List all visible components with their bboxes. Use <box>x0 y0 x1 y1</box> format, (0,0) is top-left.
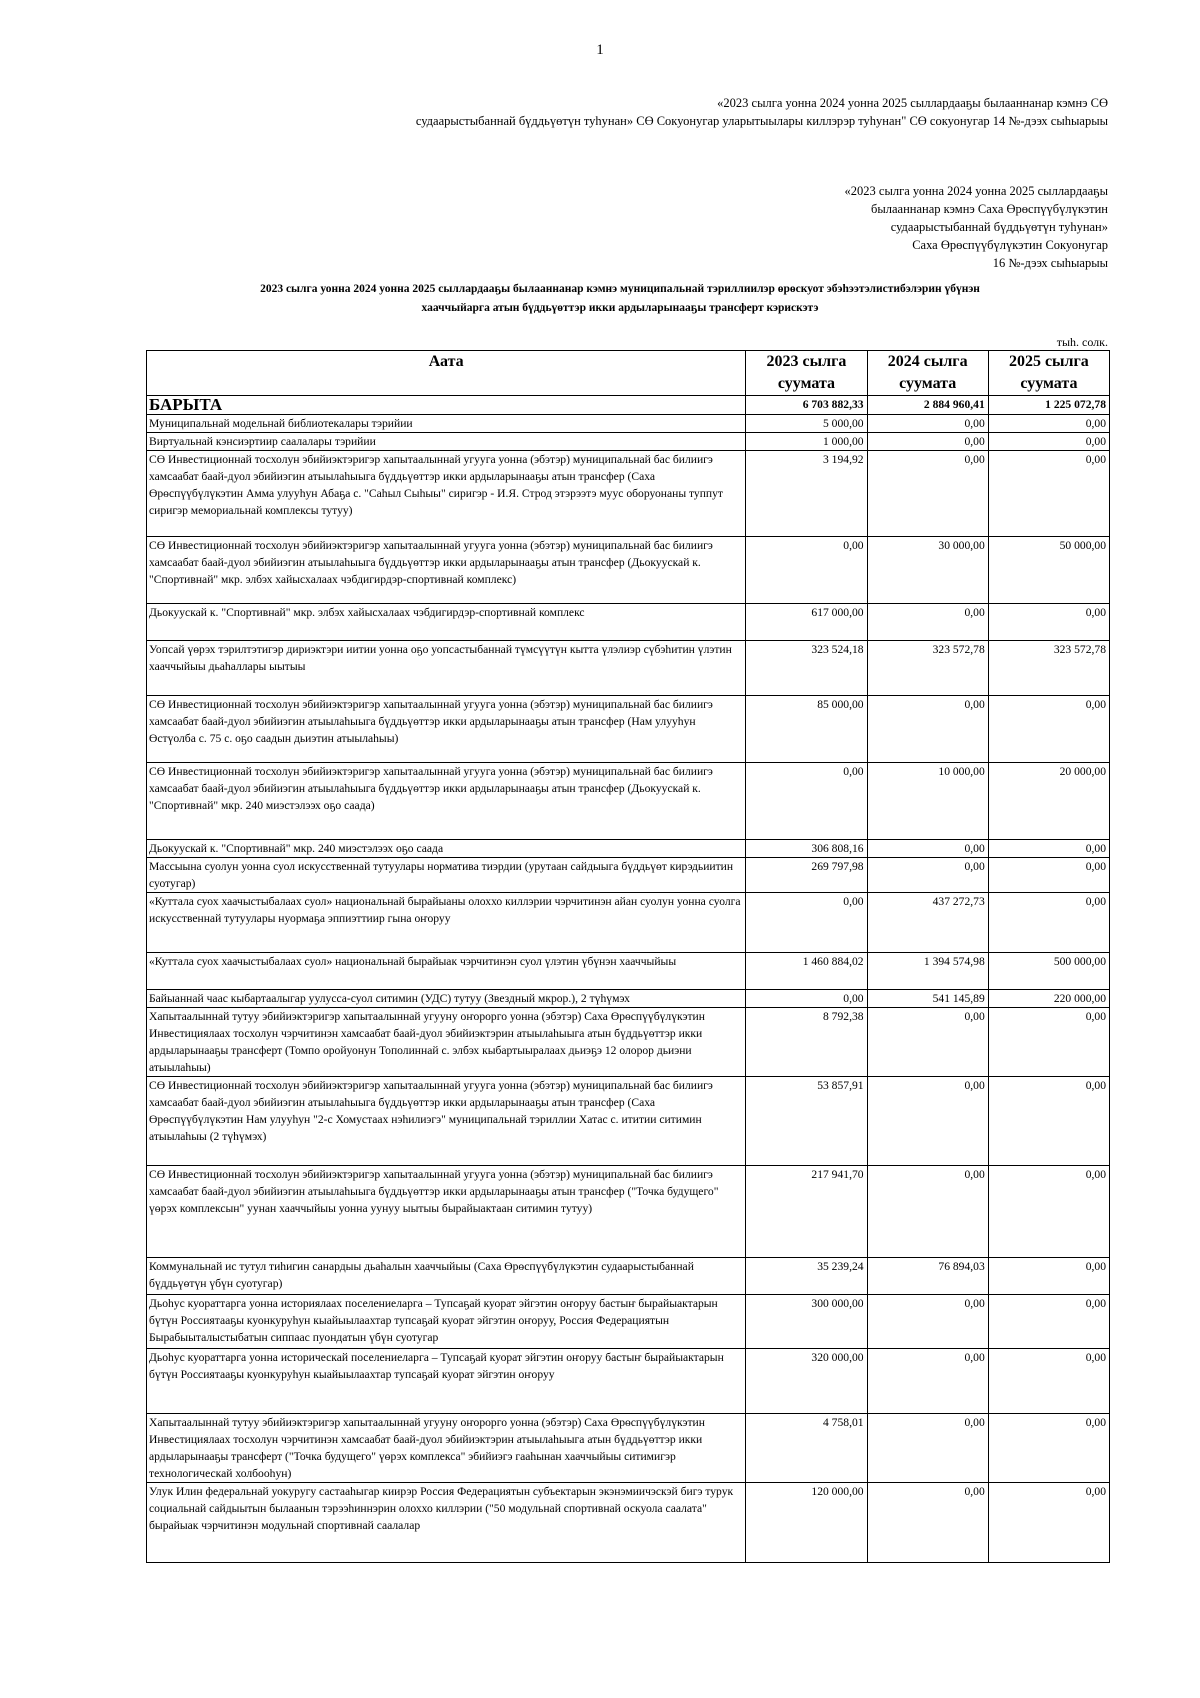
table-row <box>147 840 1110 858</box>
column-header-2025: 2025 сылга суумата <box>988 351 1109 396</box>
row-value-2024: 0,00 <box>867 433 988 451</box>
row-value-2025: 20 000,00 <box>988 763 1109 840</box>
row-value-2025: 0,00 <box>988 1077 1109 1166</box>
row-name: Дьоһус куораттарга уонна историческай поселениеларга – Тупсаҕай куорат эйгэтин оҥоруу бастыҥ бырайыактарын бүтүн Россиятааҕы куонкуруһун кыайыылаахтар тупсаҕай куорат эйгэтин оҥоруу <box>147 1349 746 1414</box>
total-label: БАРЫТА <box>147 396 746 415</box>
row-value-2025: 50 000,00 <box>988 537 1109 604</box>
table-row <box>147 1349 1110 1414</box>
table-row <box>147 1414 1110 1483</box>
row-value-2025: 323 572,78 <box>988 641 1109 696</box>
row-name: «Куттала суох хаачыстыбалаах суол» национальнай бырайыак чэрчитинэн суол үлэтин үбүнэн хааччыйыы <box>147 953 746 990</box>
row-value-2025: 0,00 <box>988 433 1109 451</box>
row-value-2024: 30 000,00 <box>867 537 988 604</box>
annex-header-line: «2023 сылга уонна 2024 уонна 2025 сыллардааҕы былааннанар кэмнэ СӨ <box>717 96 1108 110</box>
page-number: 1 <box>596 42 604 58</box>
row-value-2024: 0,00 <box>867 1483 988 1563</box>
law-header-line: Саха Өрөспүүбүлүкэтин Сокуонугар <box>912 238 1108 252</box>
table-row <box>147 604 1110 641</box>
row-value-2025: 0,00 <box>988 893 1109 953</box>
row-value-2025: 0,00 <box>988 1349 1109 1414</box>
row-value-2025: 0,00 <box>988 1008 1109 1077</box>
table-row <box>147 415 1110 433</box>
row-name: Дьоһус куораттарга уонна историялаах поселениеларга – Тупсаҕай куорат эйгэтин оҥоруу бастыҥ бырайыактарын бүтүн Россиятааҕы куонкуруһун кыайыылаахтар тупсаҕай куорат эйгэтин оҥоруу, Россия Федерациятын Бырабыыталыстыбатын сиппаас пуондатын үбүн суотугар <box>147 1295 746 1349</box>
row-value-2025: 0,00 <box>988 1258 1109 1295</box>
row-name: Улук Илин федеральнай уокуругу састааһыгар киирэр Россия Федерациятын субъектарын экэнэмиичэскэй бигэ турук социальнай сайдыытын былаанын тэрээһиннэрин олоххо киллэрии ("50 модульнай спортивнай оскуола саалата" бырайыак чэрчитинэн модульнай спортивнай саалалар <box>147 1483 746 1563</box>
row-name: Уопсай үөрэх тэрилтэтигэр дириэктэри иитии уонна оҕо уопсастыбаннай түмсүүтүн кытта үлэлиэр сүбэһитин үлэтин хааччыйыы дьаһаллары ыытыы <box>147 641 746 696</box>
row-value-2025: 220 000,00 <box>988 990 1109 1008</box>
row-value-2024: 0,00 <box>867 451 988 537</box>
row-name: Байыаннай чаас кыбартаалыгар уулусса-суол ситимин (УДС) тутуу (Звездный мкрор.), 2 түһүмэх <box>147 990 746 1008</box>
total-2025: 1 225 072,78 <box>988 396 1109 415</box>
row-name: Массыына суолун уонна суол искусственнай тутуулары норматива тиэрдии (урутаан сайдыыга бүддьүөт кирэдьиитин суотугар) <box>147 858 746 893</box>
row-name: Хапытаалыннай тутуу эбийиэктэригэр хапытаалыннай угууну оҥорорго уонна (эбэтэр) Саха Өрөспүүбүлүкэтин Инвестициялаах тосхолун чэрчитинэн хамсаабат баай-дуол эбийиэктэрин атыылаһыыга атын бүддьүөттэр икки ардыларынааҕы трансферт ("Точка будущего" үөрэх комплекса" эбийиэгэ гааһынан хааччыйыы ситимигэр технологическай холбооһун) <box>147 1414 746 1483</box>
row-value-2024: 0,00 <box>867 1349 988 1414</box>
table-row <box>147 893 1110 953</box>
row-name: Коммунальнай ис тутул тиһигин санардыы дьаһалын хааччыйыы (Саха Өрөспүүбүлүкэтин судаарыстыбаннай бүддьүөтүн үбүн суотугар) <box>147 1258 746 1295</box>
row-value-2024: 0,00 <box>867 1077 988 1166</box>
total-row <box>147 396 1110 415</box>
row-value-2024: 76 894,03 <box>867 1258 988 1295</box>
units-label: тыһ. солк. <box>1056 335 1108 349</box>
table-row <box>147 451 1110 537</box>
row-value-2024: 0,00 <box>867 1008 988 1077</box>
law-header <box>845 182 1108 272</box>
row-value-2024: 0,00 <box>867 858 988 893</box>
row-value-2025: 500 000,00 <box>988 953 1109 990</box>
row-value-2023: 120 000,00 <box>746 1483 867 1563</box>
document-title <box>150 280 1090 318</box>
row-value-2023: 1 460 884,02 <box>746 953 867 990</box>
row-value-2023: 1 000,00 <box>746 433 867 451</box>
title-line: хааччыйарга атын бүддьүөттэр икки ардыларынааҕы трансферт кэрискэтэ <box>421 302 819 314</box>
row-value-2024: 0,00 <box>867 1166 988 1258</box>
row-value-2023: 5 000,00 <box>746 415 867 433</box>
row-value-2023: 617 000,00 <box>746 604 867 641</box>
row-value-2023: 306 808,16 <box>746 840 867 858</box>
table-header-row <box>147 351 1110 396</box>
row-value-2025: 0,00 <box>988 696 1109 763</box>
row-name: СӨ Инвестиционнай тосхолун эбийиэктэригэр хапытаалыннай угууга уонна (эбэтэр) муниципальнай бас билиигэ хамсаабат баай-дуол эбийиэгин атыылаһыыга бүддьүөттэр икки ардыларынааҕы атын трансфер (Дьокуускай к. "Спортивнай" мкр. 240 миэстэлээх оҕо саада) <box>147 763 746 840</box>
row-value-2024: 0,00 <box>867 1414 988 1483</box>
row-value-2023: 85 000,00 <box>746 696 867 763</box>
total-2024: 2 884 960,41 <box>867 396 988 415</box>
row-name: «Куттала суох хаачыстыбалаах суол» национальнай бырайыаны олоххо киллэрии чэрчитинэн айан суолун уонна суолга искусственнай тутуулары нуормаҕа эппиэттиир гына оҥоруу <box>147 893 746 953</box>
table-row <box>147 1166 1110 1258</box>
total-2023: 6 703 882,33 <box>746 396 867 415</box>
row-value-2023: 300 000,00 <box>746 1295 867 1349</box>
row-name: Дьокуускай к. "Спортивнай" мкр. 240 миэстэлээх оҕо саада <box>147 840 746 858</box>
law-header-line: 16 №-дээх сыһыарыы <box>992 256 1108 270</box>
table-row <box>147 1258 1110 1295</box>
row-value-2023: 0,00 <box>746 537 867 604</box>
row-value-2024: 541 145,89 <box>867 990 988 1008</box>
law-header-line: «2023 сылга уонна 2024 уонна 2025 сыллардааҕы <box>844 184 1108 198</box>
row-value-2023: 320 000,00 <box>746 1349 867 1414</box>
table-row <box>147 641 1110 696</box>
column-header-2023: 2023 сылга суумата <box>746 351 867 396</box>
row-name: СӨ Инвестиционнай тосхолун эбийиэктэригэр хапытаалыннай угууга уонна (эбэтэр) муниципальнай бас билиигэ хамсаабат баай-дуол эбийиэгин атыылаһыыга бүддьүөттэр икки ардыларынааҕы атын трансфер (Дьокуускай к. "Спортивнай" мкр. элбэх хайысхалаах чэбдигирдэр-спортивнай комплекс) <box>147 537 746 604</box>
row-value-2023: 323 524,18 <box>746 641 867 696</box>
row-value-2025: 0,00 <box>988 604 1109 641</box>
row-value-2023: 53 857,91 <box>746 1077 867 1166</box>
row-value-2023: 3 194,92 <box>746 451 867 537</box>
row-name: СӨ Инвестиционнай тосхолун эбийиэктэригэр хапытаалыннай угууга уонна (эбэтэр) муниципальнай бас билиигэ хамсаабат баай-дуол эбийиэгин атыылаһыыга бүддьүөттэр икки ардыларынааҕы атын трансфер (Саха Өрөспүүбүлүкэтин Амма улууһун Абаҕа с. "Саһыл Сыһыы" сиригэр - И.Я. Строд этэрээтэ муус оборуонаны туппут сиригэр мемориальнай комплексы тутуу) <box>147 451 746 537</box>
row-value-2025: 0,00 <box>988 415 1109 433</box>
row-value-2024: 437 272,73 <box>867 893 988 953</box>
row-value-2023: 8 792,38 <box>746 1008 867 1077</box>
row-value-2023: 0,00 <box>746 763 867 840</box>
row-value-2023: 0,00 <box>746 893 867 953</box>
table-row <box>147 1295 1110 1349</box>
title-line: 2023 сылга уонна 2024 уонна 2025 сыллардааҕы былааннанар кэмнэ муниципальнай тэриллиилэр өрөскуот эбэһээтэлистибэлэрин үбүнэн <box>260 283 980 295</box>
row-value-2024: 323 572,78 <box>867 641 988 696</box>
row-value-2024: 0,00 <box>867 1295 988 1349</box>
table-row <box>147 696 1110 763</box>
column-header-2024: 2024 сылга суумата <box>867 351 988 396</box>
row-value-2023: 4 758,01 <box>746 1414 867 1483</box>
row-value-2024: 10 000,00 <box>867 763 988 840</box>
row-name: СӨ Инвестиционнай тосхолун эбийиэктэригэр хапытаалыннай угууга уонна (эбэтэр) муниципальнай бас билиигэ хамсаабат баай-дуол эбийиэгин атыылаһыыга бүддьүөттэр икки ардыларынааҕы атын трансфер (Нам улууһун Өстүолба с. 75 с. оҕо саадын дьиэтин атыылаһыы) <box>147 696 746 763</box>
row-name: Виртуальнай кэнсиэртиир саалалары тэрийии <box>147 433 746 451</box>
row-name: СӨ Инвестиционнай тосхолун эбийиэктэригэр хапытаалыннай угууга уонна (эбэтэр) муниципальнай бас билиигэ хамсаабат баай-дуол эбийиэгин атыылаһыыга бүддьүөттэр икки ардыларынааҕы атын трансфер ("Точка будущего" үөрэх комплексын" уунан хааччыйыы уонна уунуу ыытыы бырайыактаан ситимин тутуу) <box>147 1166 746 1258</box>
row-value-2024: 0,00 <box>867 604 988 641</box>
annex-header-line: судаарыстыбаннай бүддьүөтүн туһунан» СӨ Сокуонугар уларытыылары киллэрэр туһунан" СӨ сокуонугар 14 №-дээх сыһыарыы <box>415 114 1108 128</box>
table-row <box>147 537 1110 604</box>
row-name: Дьокуускай к. "Спортивнай" мкр. элбэх хайысхалаах чэбдигирдэр-спортивнай комплекс <box>147 604 746 641</box>
row-value-2025: 0,00 <box>988 1414 1109 1483</box>
row-value-2024: 0,00 <box>867 415 988 433</box>
table-row <box>147 990 1110 1008</box>
table-row <box>147 433 1110 451</box>
row-value-2024: 1 394 574,98 <box>867 953 988 990</box>
row-value-2025: 0,00 <box>988 840 1109 858</box>
table-row <box>147 953 1110 990</box>
row-value-2024: 0,00 <box>867 696 988 763</box>
table-row <box>147 763 1110 840</box>
row-value-2024: 0,00 <box>867 840 988 858</box>
row-value-2023: 217 941,70 <box>746 1166 867 1258</box>
row-value-2023: 269 797,98 <box>746 858 867 893</box>
row-value-2025: 0,00 <box>988 1166 1109 1258</box>
column-header-name: Аата <box>147 351 746 396</box>
row-name: Хапытаалыннай тутуу эбийиэктэригэр хапытаалыннай угууну оҥорорго уонна (эбэтэр) Саха Өрөспүүбүлүкэтин Инвестициялаах тосхолун чэрчитинэн хамсаабат баай-дуол эбийиэктэрин атыылаһыыга атын бүддьүөттэр икки ардыларынааҕы трансферт (Томпо оройуонун Тополиннай с. элбэх кыбартыыралаах дьиэҕэ 12 олорор дьиэни атыылаһыы) <box>147 1008 746 1077</box>
table-row <box>147 1483 1110 1563</box>
law-header-line: былааннанар кэмнэ Саха Өрөспүүбүлүкэтин <box>870 202 1108 216</box>
row-value-2023: 0,00 <box>746 990 867 1008</box>
table-row <box>147 1008 1110 1077</box>
transfer-table <box>146 350 1110 1563</box>
row-value-2025: 0,00 <box>988 858 1109 893</box>
annex-header <box>416 94 1108 130</box>
row-name: Муниципальнай модельнай библиотекалары тэрийии <box>147 415 746 433</box>
table-row <box>147 1077 1110 1166</box>
table-row <box>147 858 1110 893</box>
law-header-line: судаарыстыбаннай бүддьүөтүн туһунан» <box>890 220 1108 234</box>
row-name: СӨ Инвестиционнай тосхолун эбийиэктэригэр хапытаалыннай угууга уонна (эбэтэр) муниципальнай бас билиигэ хамсаабат баай-дуол эбийиэгин атыылаһыыга бүддьүөттэр икки ардыларынааҕы атын трансфер (Саха Өрөспүүбүлүкэтин Нам улууһун "2-с Хомустаах нэһилиэгэ" муниципальнай тэриллии Хатас с. ититии ситимин атыылаһыы (2 түһүмэх) <box>147 1077 746 1166</box>
row-value-2025: 0,00 <box>988 451 1109 537</box>
row-value-2025: 0,00 <box>988 1483 1109 1563</box>
row-value-2025: 0,00 <box>988 1295 1109 1349</box>
row-value-2023: 35 239,24 <box>746 1258 867 1295</box>
